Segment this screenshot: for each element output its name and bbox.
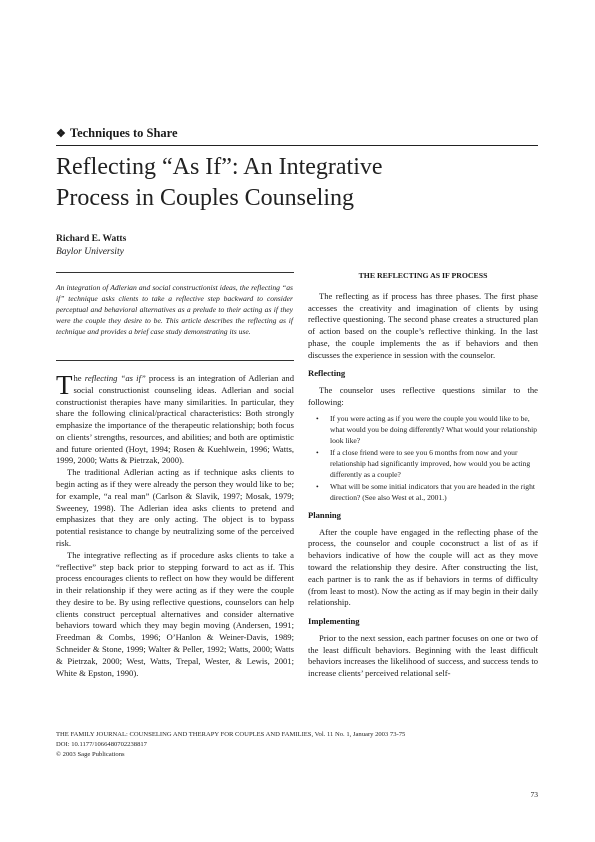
bullet-icon: • — [316, 447, 319, 457]
list-item: • If you were acting as if you were the couple you would like to be, what would you be doing differently? What would your relationship look like? — [316, 413, 538, 445]
planning-heading: Planning — [308, 509, 341, 520]
bullet-icon: • — [316, 481, 319, 491]
implementing-text: Prior to the next session, each partner focuses on one or two of the least difficult behaviors. Beginning with the least difficult behaviors increases the likelihood of success, and success tends to increase clients’ perceived relational self- — [308, 632, 538, 679]
drop-cap: T — [56, 370, 73, 400]
abstract-rule-bottom — [56, 360, 294, 361]
reflective-questions-list — [308, 413, 538, 503]
doi: DOI: 10.1177/1066480702238817 — [56, 741, 147, 748]
section-label-text: Techniques to Share — [69, 126, 178, 140]
title-line-2: Process in Couples Counseling — [56, 185, 354, 211]
abstract: An integration of Adlerian and social constructionist ideas, the reflecting “as if” technique asks clients to take a reflective step backward to consider perceptual and behavioral alternatives as a prelude to their acting as if they were the couple they desire to be. This article describes the reflecting as if technique and provides a brief case study demonstrating its use. — [56, 283, 293, 337]
abstract-rule-top — [56, 272, 294, 273]
diamond-icon: ❖ — [56, 128, 66, 140]
process-intro: The reflecting as if process has three phases. The first phase accesses the creativity and imagination of clients by using reflective questioning. The second phase creates a structured plan of action based on the couple’s reflective thinking. In the last phase, the couple implements the as if behaviors and then discusses the experience in session with the counselor. — [308, 290, 538, 360]
top-rule — [56, 145, 538, 146]
left-column-body — [56, 370, 294, 679]
reflecting-intro: The counselor uses reflective questions similar to the following: — [308, 385, 538, 408]
author-name: Richard E. Watts — [56, 234, 127, 244]
page-number: 73 — [530, 790, 538, 799]
paragraph-1: The reflecting “as if” process is an integration of Adlerian and social constructionist counseling ideas. Adlerian and social constructionist therapies have many similarities. In particular, they share the following clinical/practical characteristics: Both strongly emphasize the importance of the therapeutic relationship; both focus on clients’ strengths, resources, and abilities; and both are optimistic and future oriented (Hoyt, 1994; Rosen & Kuehlwein, 1996; Watts, 1999, 2000; Watts & Pietrzak, 2000). — [56, 370, 294, 466]
paragraph-3: The integrative reflecting as if procedure asks clients to take a “reflective” step back prior to stepping forward to act as if. This process encourages clients to reflect on how they would be different in their relationship if they were acting as if they were the couple they desire to be. By using reflective questions, counselors can help clients construct perceptual alternatives and consider alternative behaviors toward which they may begin moving (Andersen, 1991; Freedman & Combs, 1996; O’Hanlon & Weiner-Davis, 1989; Schneider & Stone, 1999; Walter & Peller, 1992; Watts, 2000; Watts & Pietrzak, 2000; West, Watts, Trepal, Wester, & Lewis, 2001; White & Epston, 1990). — [56, 549, 294, 678]
reflecting-heading: Reflecting — [308, 368, 346, 379]
title-line-1: Reflecting “As If”: An Integrative — [56, 154, 383, 180]
footer — [56, 730, 538, 760]
implementing-heading: Implementing — [308, 616, 360, 627]
section-heading: THE REFLECTING AS IF PROCESS — [358, 271, 488, 280]
right-column-body — [308, 270, 538, 680]
journal-citation: THE FAMILY JOURNAL: COUNSELING AND THERAPY FOR COUPLES AND FAMILIES, Vol. 11 No. 1, January 2003 73-75 — [56, 731, 406, 738]
list-item: • What will be some initial indicators that you are headed in the right direction? (See also West et al., 2001.) — [316, 481, 535, 502]
bullet-icon: • — [316, 413, 319, 423]
copyright: © 2003 Sage Publications — [56, 751, 125, 758]
emphasis-term: reflecting “as if” — [84, 373, 146, 383]
paragraph-2: The traditional Adlerian acting as if technique asks clients to begin acting as if they were already the person they would like to be; for example, “a real man” (Carlson & Slavik, 1997; Mosak, 1979; Sweeney, 1998). The Adlerian idea asks clients to pretend and emphasizes that they are only acting. The object is to bypass potential resistance to change by neutralizing some of the perceived risk. — [56, 467, 294, 548]
list-item: • If a close friend were to see you 6 months from now and your relationship had significantly improved, how would you be acting differently as a couple? — [316, 447, 531, 479]
author-affiliation: Baylor University — [56, 247, 124, 257]
article-title — [56, 152, 526, 214]
section-label — [56, 126, 178, 141]
planning-text: After the couple have engaged in the reflecting phase of the process, the counselor and couple coconstruct a list of as if behaviors indicative of how the couple will act as they move toward the relationship they desire. After constructing the list, each partner is to rank the as if behaviors in terms of difficulty (from least to most). Now the acting as if may begin in their daily relationship. — [308, 526, 538, 608]
